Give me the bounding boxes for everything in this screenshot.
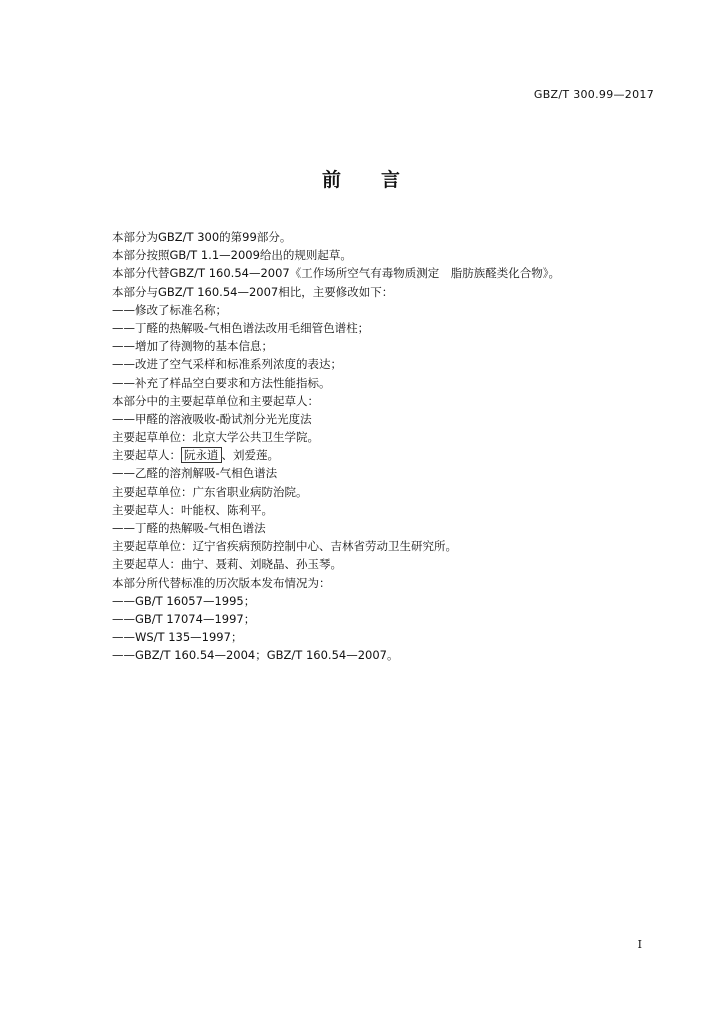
body-line: ——GB/T 17074—1997； [112, 611, 256, 626]
body-line: 主要起草单位：辽宁省疾病预防控制中心、吉林省劳动卫生研究所。 [112, 539, 457, 554]
body-line: 本部分为GBZ/T 300的第99部分。 [112, 230, 292, 244]
standard-code: GBZ/T 300.99—2017 [533, 88, 654, 101]
body-line: 主要起草单位：北京大学公共卫生学院。 [112, 430, 319, 445]
foreword-body [112, 228, 672, 665]
body-line: 主要起草单位：广东省职业病防治院。 [112, 484, 308, 499]
body-line: 本部分按照GB/T 1.1—2009给出的规则起草。 [112, 248, 352, 263]
body-line: ——丁醛的热解吸-气相色谱法 [112, 521, 266, 535]
body-line: 本部分与GBZ/T 160.54—2007相比，主要修改如下： [112, 284, 394, 299]
drafters-suffix: 、刘爱莲。 [221, 448, 279, 463]
body-line: ——WS/T 135—1997； [112, 630, 243, 645]
body-line: ——修改了标准名称； [112, 302, 227, 317]
body-line: ——丁醛的热解吸-气相色谱法改用毛细管色谱柱； [112, 320, 370, 335]
title-char-1: 前 [321, 169, 343, 191]
body-line: ——乙醛的溶剂解吸-气相色谱法 [112, 466, 278, 481]
body-line: 主要起草人：曲宁、聂莉、刘晓晶、孙玉琴。 [112, 557, 342, 572]
highlighted-name[interactable]: 阮永逍 [181, 447, 222, 463]
page-title [0, 165, 724, 192]
title-char-2: 言 [381, 169, 403, 191]
body-line: ——补充了样品空白要求和方法性能指标。 [112, 375, 331, 390]
drafters-line [112, 446, 672, 464]
body-line: ——增加了待测物的基本信息； [112, 339, 273, 354]
body-line: 本部分中的主要起草单位和主要起草人： [112, 393, 319, 408]
body-line: 本部分代替GBZ/T 160.54—2007《工作场所空气有毒物质测定 脂肪族醛类化合物》。 [112, 266, 560, 281]
body-line: ——GB/T 16057—1995； [112, 593, 256, 608]
page-number: I [637, 938, 642, 951]
drafters-prefix: 主要起草人： [112, 448, 181, 463]
body-line: ——GBZ/T 160.54—2004；GBZ/T 160.54—2007。 [112, 648, 399, 663]
body-line: ——改进了空气采样和标准系列浓度的表达； [112, 357, 342, 372]
body-line: 本部分所代替标准的历次版本发布情况为： [112, 575, 331, 590]
body-line: 主要起草人：叶能权、陈利平。 [112, 502, 273, 517]
body-line: ——甲醛的溶液吸收-酚试剂分光光度法 [112, 411, 312, 426]
